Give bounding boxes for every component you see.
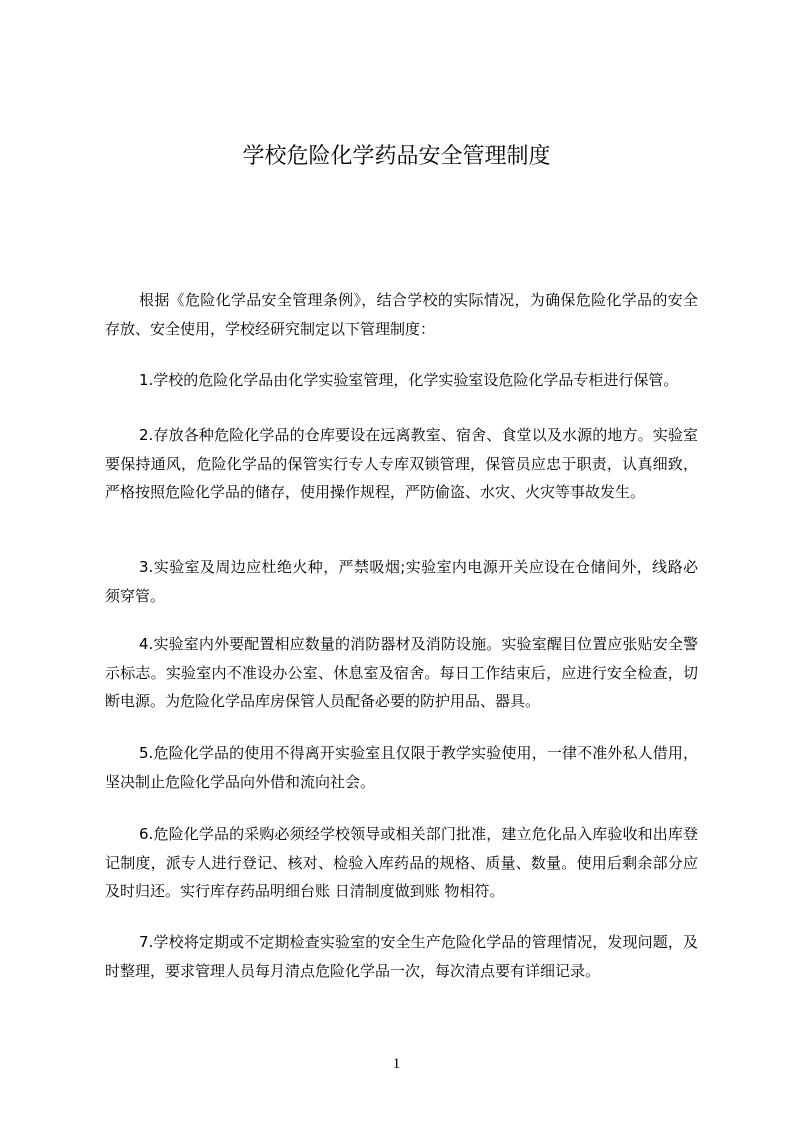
rule-item-5: 5.危险化学品的使用不得离开实验室且仅限于教学实验使用，一律不准外私人借用，坚决制止危险化学品向外借和流向社会。 (105, 744, 698, 791)
document-title: 学校危险化学药品安全管理制度 (242, 144, 551, 169)
rule-item-6: 6.危险化学品的采购必须经学校领导或相关部门批准，建立危化品入库验收和出库登记制度，派专人进行登记、核对、检验入库药品的规格、质量、数量。使用后剩余部分应及时归还。实行库存药品明细台账 日清制度做到账 物相符。 (105, 825, 698, 900)
page-number: 1 (392, 1056, 401, 1072)
rule-item-2: 2.存放各种危险化学品的仓库要设在远离教室、宿舍、食堂以及水源的地方。实验室要保持通风，危险化学品的保管实行专人专库双锁管理，保管员应忠于职责，认真细致，严格按照危险化学品的储存，使用操作规程，严防偷盗、水灾、火灾等事故发生。 (105, 426, 698, 501)
intro-paragraph: 根据《危险化学品安全管理条例》，结合学校的实际情况，为确保危险化学品的安全存放、安全使用，学校经研究制定以下管理制度： (105, 291, 698, 338)
rule-item-7: 7.学校将定期或不定期检查实验室的安全生产危险化学品的管理情况，发现问题，及时整理，要求管理人员每月清点危险化学品一次，每次清点要有详细记录。 (105, 933, 698, 980)
rule-item-1: 1.学校的危险化学品由化学实验室管理，化学实验室设危险化学品专柜进行保管。 (139, 371, 679, 389)
rule-item-4: 4.实验室内外要配置相应数量的消防器材及消防设施。实验室醒目位置应张贴安全警示标志。实验室内不准设办公室、休息室及宿舍。每日工作结束后，应进行安全检查，切断电源。为危险化学品库房保管人员配备必要的防护用品、器具。 (105, 635, 698, 710)
rule-item-3: 3.实验室及周边应杜绝火种，严禁吸烟;实验室内电源开关应设在仓储间外，线路必须穿管。 (105, 558, 698, 605)
